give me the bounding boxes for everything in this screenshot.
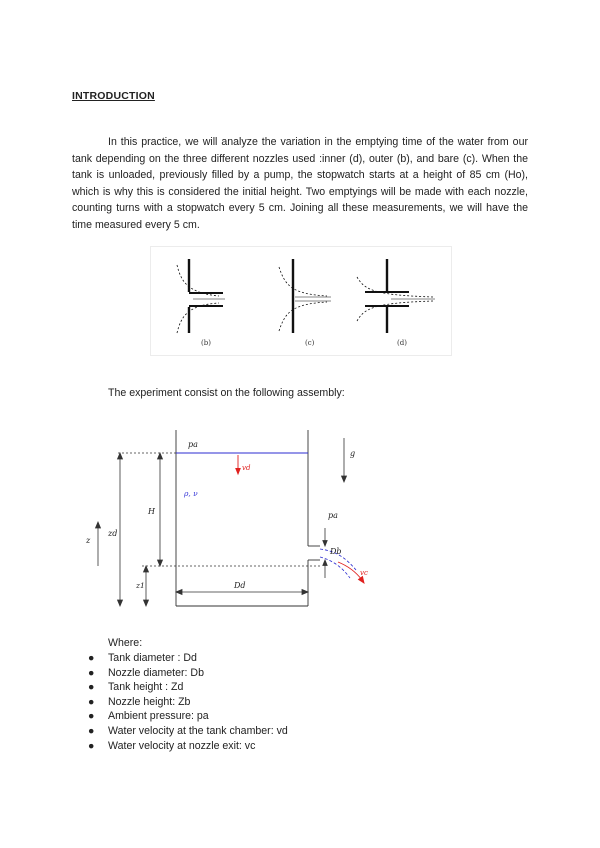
dd-label: Dd xyxy=(234,581,246,590)
list-item: ● Water velocity at nozzle exit: vc xyxy=(88,739,256,752)
h-dimension xyxy=(158,453,163,566)
bullet-icon: ● xyxy=(88,666,95,679)
bullet-icon: ● xyxy=(88,710,95,723)
list-item: ● Ambient pressure: pa xyxy=(88,710,209,723)
nozzle-d-diagram xyxy=(357,259,435,333)
section-heading: INTRODUCTION xyxy=(72,90,155,102)
z1-label: z1 xyxy=(136,581,145,590)
g-label: g xyxy=(350,449,356,458)
assembly-caption: The experiment consist on the following assembly: xyxy=(108,387,345,399)
nozzle-types-figure xyxy=(150,246,452,356)
list-item: ● Nozzle diameter: Db xyxy=(88,666,204,679)
bullet-icon: ● xyxy=(88,739,95,752)
intro-paragraph: In this practice, we will analyze the variation in the emptying time of the water from our tank depending on the three different nozzles used :inner (d), outer (b), and bare (c). When the tank is unloaded, previously filled by a pump, the stopwatch starts at a height of 85 cm (Ho), which is why this is considered the initial height. Two emptyings will be made with each nozzle, counting turns with a stopwatch every 5 cm. Joining all these measurements, we will have the time measured every 5 cm. xyxy=(72,136,528,231)
nozzle-d-label: (d) xyxy=(397,339,407,347)
z-axis-arrow xyxy=(96,522,101,566)
rho-nu-label: ρ, ν xyxy=(184,489,198,498)
tank-walls xyxy=(176,430,320,606)
dd-dimension xyxy=(176,590,308,595)
nozzle-c-diagram xyxy=(279,259,331,333)
nozzle-b-label: (b) xyxy=(201,339,211,347)
list-item: ● Tank diameter : Dd xyxy=(88,652,197,664)
bullet-icon: ● xyxy=(88,724,95,737)
vd-velocity-arrow xyxy=(236,455,240,474)
db-dimension xyxy=(323,528,327,578)
nozzle-b-diagram xyxy=(177,259,225,333)
gravity-arrow xyxy=(342,438,347,482)
vd-label: vd xyxy=(242,464,251,472)
vc-label: vc xyxy=(360,569,368,577)
bullet-icon: ● xyxy=(88,695,95,708)
bullet-icon: ● xyxy=(88,652,95,664)
where-title: Where: xyxy=(108,637,143,649)
list-item: ● Tank height : Zd xyxy=(88,681,184,694)
variable-list xyxy=(88,651,288,753)
bullet-icon: ● xyxy=(88,681,95,694)
list-item: ● Water velocity at the tank chamber: vd xyxy=(88,724,288,737)
nozzle-c-label: (c) xyxy=(305,339,315,347)
zd-label: zd xyxy=(108,529,118,538)
pa-right-label: pa xyxy=(328,511,338,520)
list-item: ● Nozzle height: Zb xyxy=(88,695,191,708)
tank-assembly-figure xyxy=(80,420,380,620)
h-label: H xyxy=(148,507,155,516)
db-label: Db xyxy=(330,547,342,556)
pa-top-label: pa xyxy=(188,440,198,449)
zd-dimension xyxy=(118,453,123,606)
z-label: z xyxy=(86,536,91,545)
